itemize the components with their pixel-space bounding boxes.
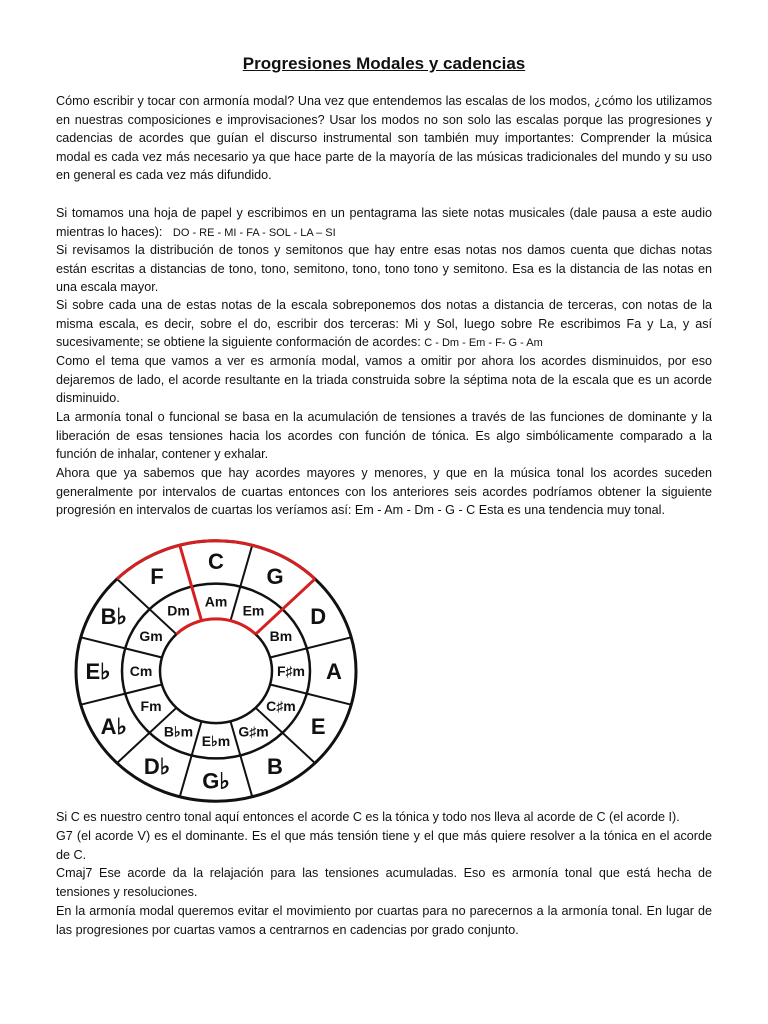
paragraph-tonic: Si C es nuestro centro tonal aquí entonces el acorde C es la tónica y todo nos lleva al acorde de C (el acorde I).	[56, 810, 680, 824]
inner-key-label: Bm	[269, 628, 293, 645]
outer-key-label: E♭	[85, 658, 111, 684]
paragraph-cmaj7: Cmaj7 Ese acorde da la relajación para las tensiones acumuladas. Eso es armonía tonal que está hecha de tensiones y resoluciones.	[56, 866, 712, 899]
outer-key-label: G♭	[202, 768, 230, 794]
inner-key-label: Cm	[129, 663, 153, 680]
highlight-inner-arc	[176, 619, 255, 634]
outer-key-label: E	[310, 713, 326, 739]
inner-key-label: B♭m	[163, 723, 194, 740]
paragraph-dominant: G7 (el acorde V) es el dominante. Es el que más tensión tiene y el que más quiere resolver a la tónica en el acorde de C.	[56, 829, 712, 862]
paragraph-tonal: La armonía tonal o funcional se basa en la acumulación de tensiones a través de las funciones de dominante y la liberación de esas tensiones hacia los acordes con función de tónica. Es algo simbólicamente comparado a la función de inhalar, contener y exhalar.	[56, 410, 712, 461]
inner-key-label: Em	[242, 602, 265, 619]
sector-divider	[256, 579, 315, 634]
paragraph-thirds-text: Si sobre cada una de estas notas de la escala sobreponemos dos notas a distancia de terceras, con notas de la misma escala, es decir, sobre el do, escribir dos terceras: Mi y Sol, luego sobre Re escribimos Fa y La, y así sucesivamente; se obtiene la siguiente conformación de acordes:	[56, 298, 712, 349]
inner-key-label: Gm	[139, 628, 163, 645]
circle-of-fifths-diagram	[74, 538, 358, 804]
outer-key-label: C	[208, 549, 224, 575]
intro-paragraph: Cómo escribir y tocar con armonía modal? Una vez que entendemos las escalas de los modos, ¿cómo los utilizamos en nuestras composiciones e improvisaciones? Usar los modos no son solo las escalas porque las progresiones y cadencias de acordes que guían el discurso instrumental son también muy importantes: Comprender la música modal es cada vez más necesario ya que hace parte de la mayoría de las músicas tradicionales del mundo y su uso en general es cada vez más difundido.	[56, 94, 712, 182]
inner-key-label: Am	[204, 593, 228, 610]
inner-key-label: G♯m	[238, 723, 269, 740]
inner-key-label: Dm	[167, 602, 190, 619]
inner-key-label: E♭m	[201, 732, 231, 749]
paragraph-conclusion: En la armonía modal queremos evitar el movimiento por cuartas para no parecernos a la armonía tonal. En lugar de las progresiones por cuartas vamos a centrarnos en cadencias por grado conjunto.	[56, 904, 712, 937]
outer-key-label: B	[267, 753, 283, 779]
outer-key-label: D	[310, 604, 327, 630]
outer-key-label: F	[150, 563, 164, 589]
notes-list: DO - RE - MI - FA - SOL - LA – SI	[172, 226, 336, 239]
outer-key-label: A♭	[100, 713, 127, 739]
paragraph-thirds	[56, 296, 712, 353]
outer-key-label: B♭	[100, 604, 127, 630]
paragraph-fourths: Ahora que ya sabemos que hay acordes mayores y menores, y que en la música tonal los acordes suceden generalmente por intervalos de cuartas entonces con los anteriores seis acordes podríamos obtener la siguiente progresión en intervalos de cuartas los veríamos así: Em - Am - Dm - G - C Esta es una tendencia muy tonal.	[56, 466, 712, 517]
outer-key-label: D♭	[143, 753, 171, 779]
inner-key-label: C♯m	[266, 697, 296, 714]
inner-key-label: Fm	[140, 697, 162, 714]
paragraph-tones: Si revisamos la distribución de tonos y semitonos que hay entre esas notas nos damos cuenta que dichas notas están escritas a distancias de tono, tono, semitono, tono, tono tono y semitono. Esa es la distancia de las notas en una escala mayor.	[56, 243, 712, 294]
page-title: Progresiones Modales y cadencias	[242, 54, 526, 73]
outer-key-label: G	[266, 563, 284, 589]
chords-list: C - Dm - Em - F- G - Am	[424, 337, 543, 349]
paragraph-modal: Como el tema que vamos a ver es armonía modal, vamos a omitir por ahora los acordes disminuidos, por eso dejaremos de lado, el acorde resultante en la triada construida sobre la séptima nota de la escala que es un acorde disminuido.	[56, 354, 712, 405]
outer-key-label: A	[326, 658, 342, 684]
paragraph-notes	[56, 204, 712, 242]
paragraph-notes-text: Si tomamos una hoja de papel y escribimos en un pentagrama las siete notas musicales (dale pausa a este audio mientras lo haces):	[56, 206, 712, 239]
inner-key-label: F♯m	[277, 663, 305, 680]
